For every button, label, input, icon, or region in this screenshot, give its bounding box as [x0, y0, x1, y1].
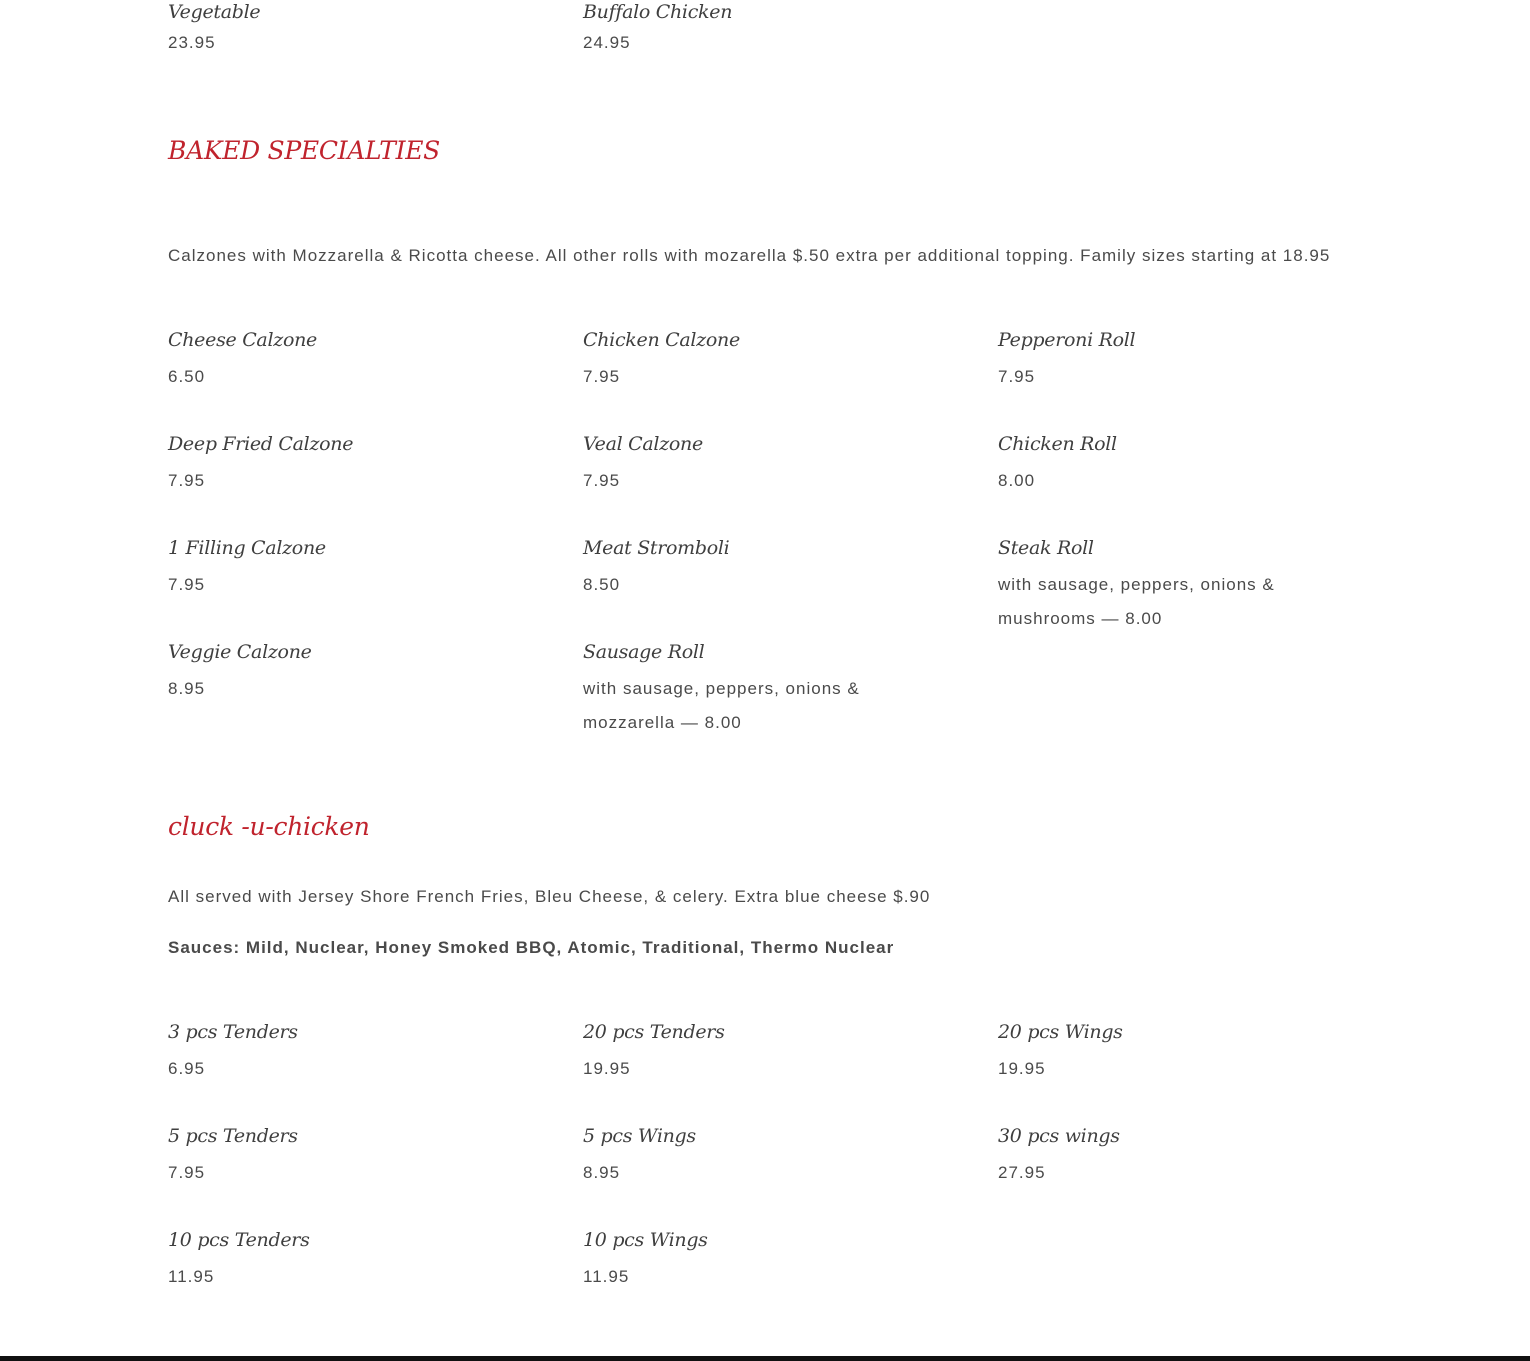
- item-name: Veggie Calzone: [168, 641, 312, 663]
- menu-item: [583, 432, 998, 536]
- item-price: 7.95: [998, 367, 1036, 386]
- item-price: 24.95: [583, 33, 631, 52]
- menu-item: [998, 1124, 1368, 1228]
- item-name: 30 pcs wings: [998, 1125, 1120, 1147]
- section-title-chicken: cluck -u-chicken: [168, 812, 370, 841]
- item-price: 6.50: [168, 367, 206, 386]
- item-price: 23.95: [168, 33, 216, 52]
- item-name: Pepperoni Roll: [998, 329, 1136, 351]
- item-price: 11.95: [583, 1267, 630, 1286]
- menu-column: [168, 0, 583, 104]
- menu-item: [168, 1124, 583, 1228]
- menu-item: [168, 432, 583, 536]
- menu-item: [998, 432, 1368, 536]
- item-name: Sausage Roll: [583, 641, 705, 663]
- item-name: 5 pcs Wings: [583, 1125, 696, 1147]
- item-name: 3 pcs Tenders: [168, 1021, 298, 1043]
- item-name: 1 Filling Calzone: [168, 537, 326, 559]
- menu-item: [583, 640, 998, 744]
- item-name: 10 pcs Tenders: [168, 1229, 310, 1251]
- menu-item: [583, 1124, 998, 1228]
- menu-column: [168, 328, 583, 744]
- chicken-items-grid: [168, 1020, 1368, 1332]
- menu-column: [583, 0, 998, 104]
- item-name: 5 pcs Tenders: [168, 1125, 298, 1147]
- item-price: 7.95: [583, 471, 621, 490]
- item-name: 10 pcs Wings: [583, 1229, 708, 1251]
- menu-item: [583, 536, 998, 640]
- item-name: Deep Fried Calzone: [168, 433, 354, 455]
- item-price: 11.95: [168, 1267, 215, 1286]
- item-price: 7.95: [168, 575, 206, 594]
- item-price: 7.95: [168, 471, 206, 490]
- footer-divider: [0, 1356, 1530, 1361]
- menu-item: [168, 1020, 583, 1124]
- top-items-grid: [168, 0, 1368, 104]
- menu-item: [998, 536, 1368, 640]
- section-title-baked: BAKED SPECIALTIES: [168, 136, 440, 165]
- item-name: Buffalo Chicken: [583, 1, 733, 23]
- item-price: 7.95: [583, 367, 621, 386]
- menu-item: [168, 640, 583, 744]
- item-name: Cheese Calzone: [168, 329, 317, 351]
- item-price: 8.50: [583, 575, 621, 594]
- menu-column: [998, 328, 1368, 744]
- item-description: with sausage, peppers, onions &: [998, 575, 1275, 594]
- item-name: Steak Roll: [998, 537, 1094, 559]
- menu-item: [168, 1228, 583, 1332]
- menu-item: [998, 328, 1368, 432]
- item-price: 19.95: [583, 1059, 631, 1078]
- menu-column: [583, 328, 998, 744]
- item-description: mozzarella — 8.00: [583, 713, 742, 732]
- item-price: 19.95: [998, 1059, 1046, 1078]
- item-name: Veal Calzone: [583, 433, 703, 455]
- item-name: Vegetable: [168, 1, 261, 23]
- item-price: 7.95: [168, 1163, 206, 1182]
- menu-item: [998, 1020, 1368, 1124]
- item-name: 20 pcs Tenders: [583, 1021, 725, 1043]
- section-description-chicken: All served with Jersey Shore French Fries, Bleu Cheese, & celery. Extra blue cheese $.90: [168, 887, 931, 906]
- menu-item: [583, 1228, 998, 1332]
- sauces-list: Sauces: Mild, Nuclear, Honey Smoked BBQ, Atomic, Traditional, Thermo Nuclear: [168, 938, 895, 957]
- item-description: mushrooms — 8.00: [998, 609, 1163, 628]
- menu-item: [583, 328, 998, 432]
- menu-item: [583, 1020, 998, 1124]
- item-price: 27.95: [998, 1163, 1046, 1182]
- item-name: Chicken Calzone: [583, 329, 740, 351]
- item-description: with sausage, peppers, onions &: [583, 679, 860, 698]
- item-price: 6.95: [168, 1059, 206, 1078]
- section-description-baked: Calzones with Mozzarella & Ricotta cheese. All other rolls with mozarella $.50 extra per additional topping. Family sizes starting at 18.95: [168, 246, 1331, 265]
- menu-column: [583, 1020, 998, 1332]
- item-price: 8.95: [583, 1163, 621, 1182]
- item-name: 20 pcs Wings: [998, 1021, 1123, 1043]
- baked-items-grid: [168, 328, 1368, 744]
- item-price: 8.00: [998, 471, 1036, 490]
- menu-item: [168, 328, 583, 432]
- item-name: Meat Stromboli: [583, 537, 730, 559]
- item-price: 8.95: [168, 679, 206, 698]
- menu-column: [998, 1020, 1368, 1332]
- menu-item: [583, 0, 998, 104]
- menu-item: [168, 0, 583, 104]
- menu-item: [168, 536, 583, 640]
- menu-column: [168, 1020, 583, 1332]
- item-name: Chicken Roll: [998, 433, 1117, 455]
